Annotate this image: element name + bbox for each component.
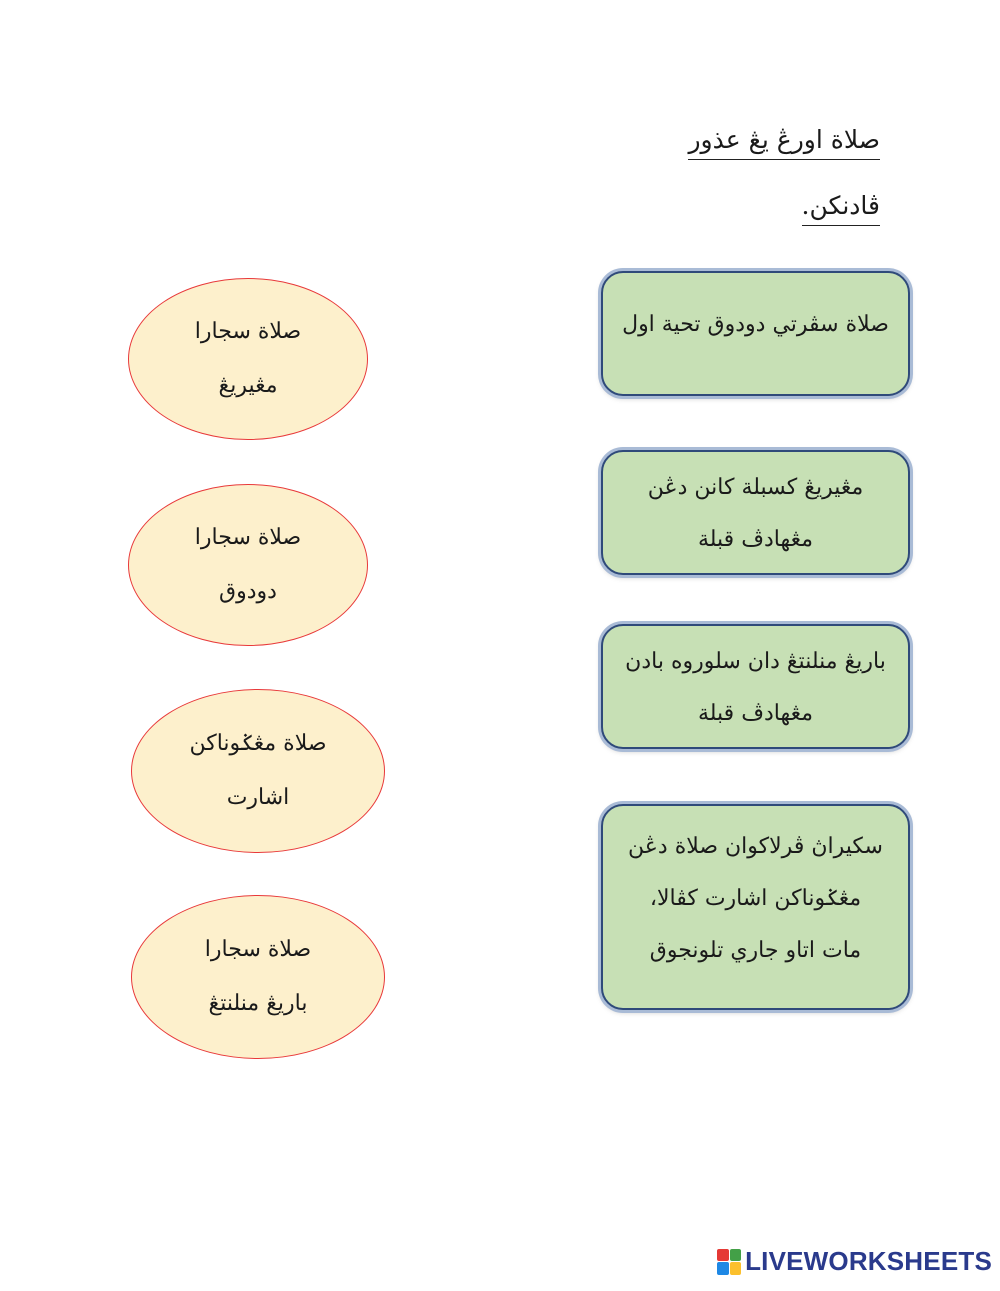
ellipse-text-line-2: مڠيريڠ — [218, 373, 278, 398]
answer-ellipse-1[interactable] — [128, 278, 368, 440]
answer-ellipse-4[interactable] — [131, 895, 385, 1059]
ellipse-text-line-1: صلاة سجارا — [194, 525, 302, 550]
logo-square-red — [717, 1249, 729, 1262]
liveworksheets-logo-icon — [717, 1249, 741, 1275]
answer-ellipse-3[interactable] — [131, 689, 385, 853]
logo-square-yellow — [730, 1262, 742, 1275]
answer-ellipse-2[interactable] — [128, 484, 368, 646]
box-text-line-3: مات اتاو جاري تلونجوق — [649, 938, 862, 963]
ellipse-text-line-2: اشارت — [226, 785, 290, 810]
box-text-line-1: سكيراڽ ڤرلاكوان صلاة دڠن — [628, 834, 883, 859]
box-text-line-2: مڠهادڤ قبلة — [697, 527, 814, 552]
logo-square-blue — [717, 1262, 729, 1275]
box-text-line-1: مڠيريڠ كسبلة كانن دڠن — [647, 475, 864, 500]
instruction-line-2: ڤادنكن. — [802, 190, 880, 226]
ellipse-text-line-2: باريڠ منلنتڠ — [208, 991, 308, 1016]
logo-square-green — [730, 1249, 742, 1262]
ellipse-text-line-1: صلاة سجارا — [204, 937, 312, 962]
ellipse-text-line-2: دودوق — [219, 579, 277, 604]
box-text-line-1: صلاة سڤرتي دودوق تحية اول — [622, 312, 889, 337]
description-box-3[interactable] — [601, 624, 910, 749]
box-text-line-2: مڠهادڤ قبلة — [697, 701, 814, 726]
ellipse-text-line-1: صلاة مڠݢوناكن — [189, 731, 327, 756]
description-box-4[interactable] — [601, 804, 910, 1010]
box-text-line-2: مڠݢوناكن اشارت كڤالا، — [649, 886, 862, 911]
liveworksheets-brand — [717, 1246, 992, 1277]
ellipse-text-line-1: صلاة سجارا — [194, 319, 302, 344]
instruction-line-1: صلاة اورڠ يڠ عذور — [688, 124, 880, 160]
description-box-2[interactable] — [601, 450, 910, 575]
box-text-line-1: باريڠ منلنتڠ دان سلوروه بادن — [625, 649, 886, 674]
description-box-1[interactable] — [601, 271, 910, 396]
brand-name: LIVEWORKSHEETS — [745, 1246, 992, 1276]
